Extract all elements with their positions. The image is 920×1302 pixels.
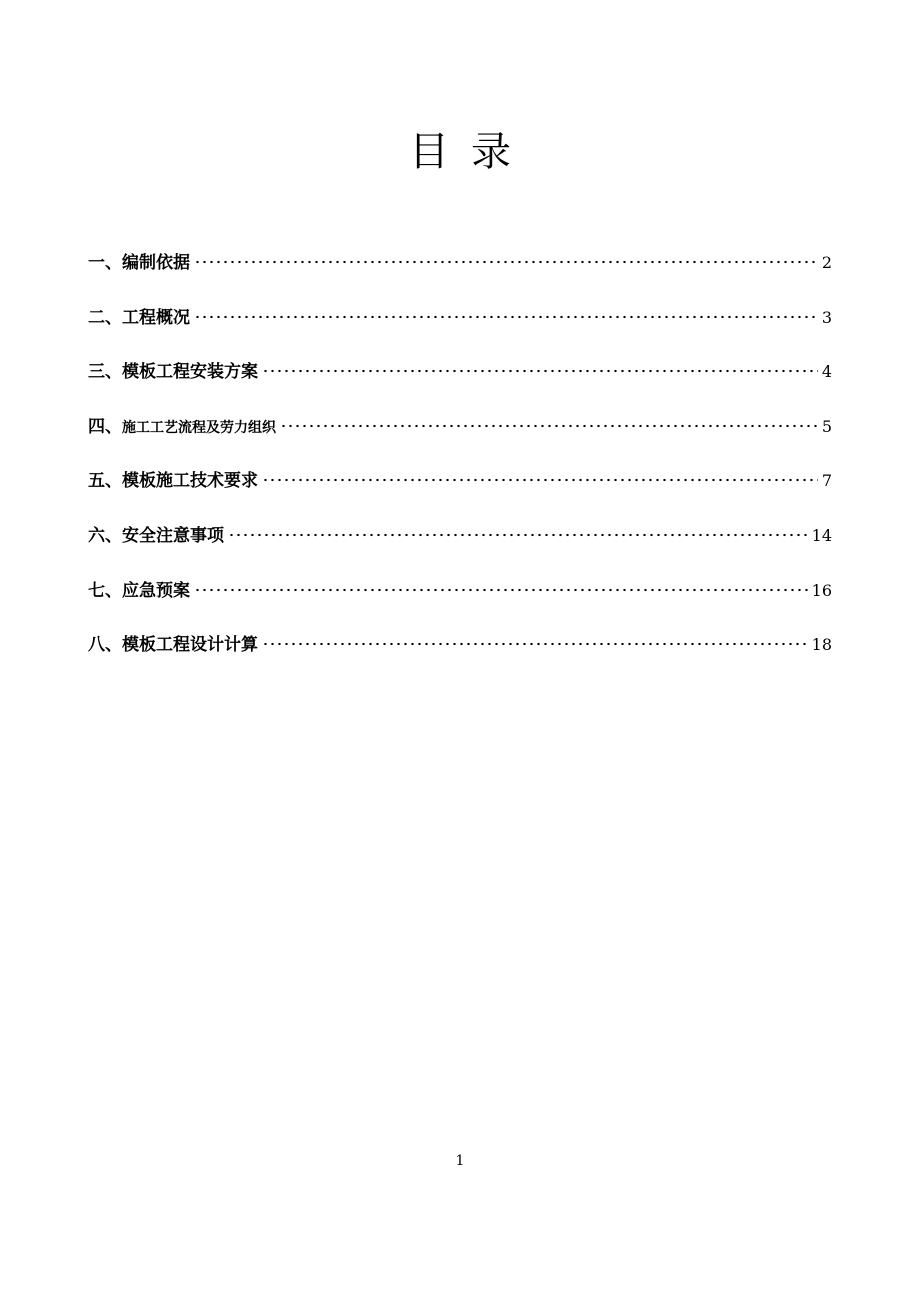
toc-entry-page: 18 — [811, 635, 832, 655]
toc-dot-leader — [262, 369, 818, 373]
toc-entry-title: 模板工程安装方案 — [122, 362, 258, 383]
toc-entry-page: 16 — [811, 580, 832, 600]
toc-entry-title: 应急预案 — [122, 580, 190, 601]
toc-entry-title: 安全注意事项 — [122, 525, 224, 546]
toc-entry-number: 一、 — [88, 253, 122, 273]
toc-entry-3[interactable] — [88, 357, 832, 412]
toc-entry-number: 四、 — [88, 416, 122, 437]
toc-entry-page: 4 — [821, 362, 832, 382]
toc-entry-number: 五、 — [88, 471, 122, 492]
toc-entry-title: 编制依据 — [122, 253, 190, 273]
toc-dot-leader — [262, 642, 808, 646]
toc-entry-number: 三、 — [88, 362, 122, 383]
page-title: 目录 — [409, 129, 533, 175]
toc-entry-5[interactable] — [88, 466, 832, 521]
toc-entry-1[interactable] — [88, 248, 832, 303]
toc-dot-leader — [228, 533, 808, 537]
toc-entry-2[interactable] — [88, 303, 832, 358]
toc-entry-page: 7 — [821, 471, 832, 491]
page-number: 1 — [455, 1153, 465, 1169]
toc-entry-4[interactable] — [88, 412, 832, 467]
toc-dot-leader — [194, 260, 818, 264]
toc-dot-leader — [280, 424, 818, 428]
toc-entry-number: 六、 — [88, 525, 122, 546]
toc-entry-7[interactable] — [88, 576, 832, 631]
toc-entry-title: 模板工程设计计算 — [122, 635, 258, 656]
toc-entry-number: 二、 — [88, 307, 122, 328]
toc-entry-title: 工程概况 — [122, 307, 190, 328]
toc-entry-number: 七、 — [88, 580, 122, 601]
toc-entry-page: 5 — [821, 416, 832, 436]
toc-entry-number: 八、 — [88, 635, 122, 656]
toc-entry-page: 14 — [811, 525, 832, 545]
toc-dot-leader — [262, 478, 818, 482]
toc-dot-leader — [194, 315, 818, 319]
table-of-contents — [88, 248, 832, 685]
toc-entry-page: 3 — [821, 307, 832, 327]
toc-dot-leader — [194, 588, 808, 592]
toc-entry-6[interactable] — [88, 521, 832, 576]
toc-entry-title: 模板施工技术要求 — [122, 471, 258, 492]
toc-entry-title: 施工工艺流程及劳力组织 — [122, 419, 276, 436]
toc-entry-8[interactable] — [88, 630, 832, 685]
toc-entry-page: 2 — [821, 253, 832, 272]
